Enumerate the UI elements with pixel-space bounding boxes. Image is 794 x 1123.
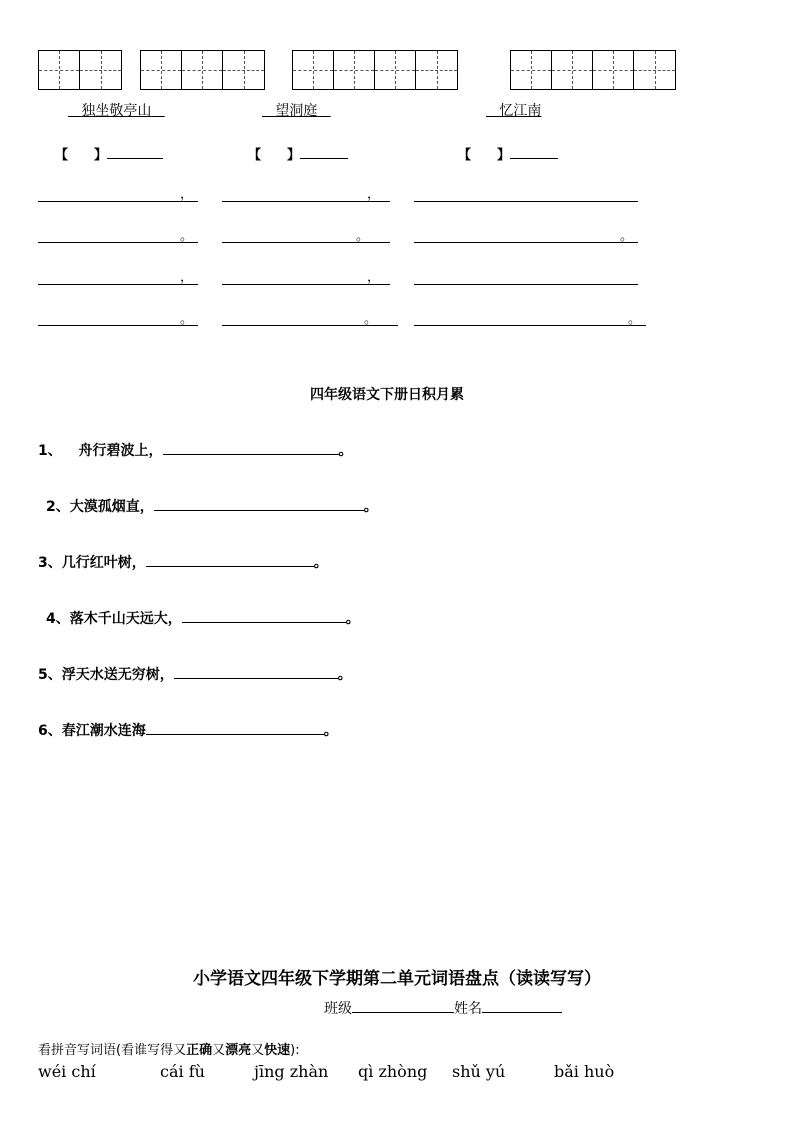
- grid-cell: [416, 51, 457, 89]
- author-bracket-2: 【 】: [248, 144, 348, 163]
- pinyin-item: cái fù: [160, 1062, 205, 1081]
- grid-cell: [223, 51, 264, 89]
- answer-blank[interactable]: [174, 664, 338, 679]
- answer-line[interactable]: [414, 284, 638, 285]
- answer-line[interactable]: [222, 284, 390, 285]
- writing-grid-4: [510, 50, 676, 90]
- period-mark: 。: [364, 312, 378, 327]
- grid-cell: [182, 51, 223, 89]
- author-bracket-1: 【 】: [55, 144, 163, 163]
- fill-item-3: 3、几行红叶树， 。: [38, 552, 328, 572]
- comma-mark: ，: [180, 270, 194, 285]
- answer-line[interactable]: [38, 325, 198, 326]
- pinyin-item: wéi chí: [38, 1062, 96, 1081]
- grid-cell: [141, 51, 182, 89]
- writing-grid-2: [140, 50, 265, 90]
- grid-cell: [375, 51, 416, 89]
- fill-item-5: 5、浮天水送无穷树， 。: [38, 664, 352, 684]
- period-mark: 。: [628, 312, 642, 327]
- answer-line[interactable]: [414, 325, 646, 326]
- grid-cell: [593, 51, 634, 89]
- grid-cell: [39, 51, 80, 89]
- fill-item-2: 2、大漠孤烟直， 。: [46, 496, 378, 516]
- answer-line[interactable]: [38, 284, 198, 285]
- pinyin-item: shǔ yú: [452, 1062, 506, 1081]
- class-label: 班级: [324, 1001, 352, 1017]
- answer-line[interactable]: [414, 242, 638, 243]
- writing-grid-1: [38, 50, 122, 90]
- section-title: 四年级语文下册日积月累: [310, 387, 464, 403]
- writing-grid-3: [292, 50, 458, 90]
- pinyin-item: jīng zhàn: [254, 1062, 329, 1081]
- answer-line[interactable]: [222, 201, 390, 202]
- grid-cell: [552, 51, 593, 89]
- name-field[interactable]: [482, 998, 562, 1013]
- grid-cell: [293, 51, 334, 89]
- answer-blank[interactable]: [146, 720, 324, 735]
- answer-blank[interactable]: [146, 552, 314, 567]
- instruction: 看拼音写词语(看谁写得又正确又漂亮又快速):: [38, 1043, 300, 1058]
- comma-mark: ，: [180, 187, 194, 202]
- grid-cell: [511, 51, 552, 89]
- pinyin-item: bǎi huò: [554, 1062, 615, 1081]
- answer-blank[interactable]: [154, 496, 364, 511]
- period-mark: 。: [180, 312, 194, 327]
- comma-mark: ，: [367, 187, 381, 202]
- poem-title-2: 望洞庭: [275, 103, 318, 119]
- period-mark: 。: [620, 229, 634, 244]
- answer-line[interactable]: [38, 201, 198, 202]
- fill-item-4: 4、落木千山天远大， 。: [46, 608, 360, 628]
- answer-line[interactable]: [38, 242, 198, 243]
- author-bracket-3: 【 】: [458, 144, 558, 163]
- poem-title-3: 忆江南: [499, 103, 542, 119]
- fill-item-6: 6、春江潮水连海 。: [38, 720, 338, 740]
- class-field[interactable]: [352, 998, 454, 1013]
- fill-item-1: 1、 舟行碧波上， 。: [38, 440, 353, 460]
- worksheet-title: 小学语文四年级下学期第二单元词语盘点（读读写写）: [193, 969, 601, 989]
- period-mark: 。: [180, 229, 194, 244]
- answer-blank[interactable]: [182, 608, 346, 623]
- grid-cell: [334, 51, 375, 89]
- period-mark: 。: [356, 229, 370, 244]
- answer-line[interactable]: [414, 201, 638, 202]
- pinyin-item: qì zhòng: [358, 1062, 428, 1081]
- answer-blank[interactable]: [163, 440, 339, 455]
- name-label: 姓名: [454, 1001, 482, 1017]
- student-info: [324, 998, 562, 1018]
- poem-title-1: 独坐敬亭山: [81, 103, 152, 119]
- grid-cell: [80, 51, 121, 89]
- grid-cell: [634, 51, 675, 89]
- comma-mark: ，: [367, 270, 381, 285]
